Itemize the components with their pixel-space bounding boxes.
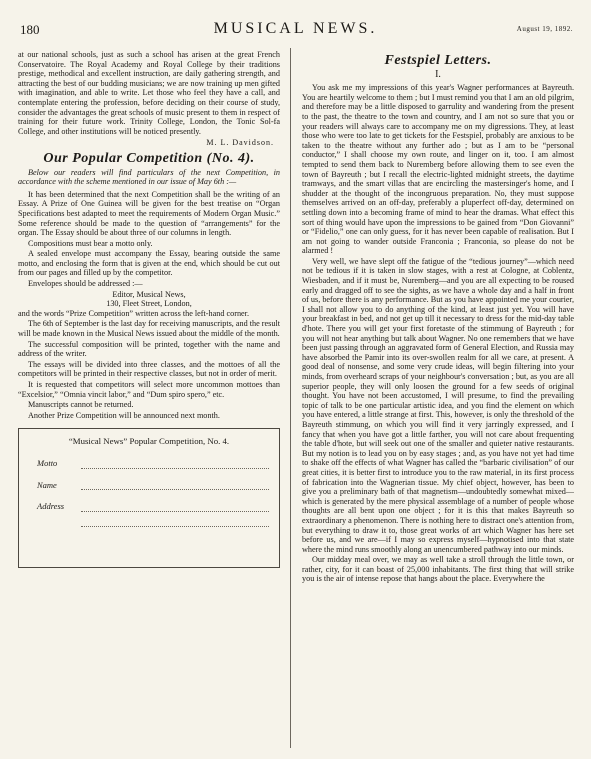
left-column xyxy=(18,50,280,568)
competition-paragraph: The successful composition will be printed, together with the name and address of the writer. xyxy=(18,339,280,359)
article-heading: Festspiel Letters. xyxy=(384,53,492,68)
address-line: Editor, Musical News, xyxy=(112,289,186,299)
name-field[interactable] xyxy=(81,481,269,490)
column-divider xyxy=(290,48,291,748)
name-row xyxy=(37,481,269,491)
competition-paragraph: Compositions must bear a motto only. xyxy=(28,238,153,248)
address-field-line-2[interactable] xyxy=(81,526,269,527)
competition-paragraph: A sealed envelope must accompany the Essay, bearing outside the same motto, and enclosing the form that is given at the end, which should be cut out from our pages and filled up by the competitor. xyxy=(18,249,280,278)
motto-row xyxy=(37,459,269,469)
address-field[interactable] xyxy=(81,503,269,512)
competition-paragraph: It is requested that competitors will select more uncommon mottoes than “Excelsior,” “Omnia vincit labor,” and “Dum spiro spero,” etc. xyxy=(18,380,280,399)
coupon-title: “Musical News” Popular Competition, No. 4. xyxy=(68,436,230,447)
address-row xyxy=(37,502,269,512)
address-line: 130, Fleet Street, London, xyxy=(106,299,192,309)
competition-paragraph: Another Prize Competition will be announced next month. xyxy=(28,410,220,420)
right-column xyxy=(302,50,574,585)
letter-paragraph: You ask me my impressions of this year's Wagner performances at Bayreuth. You are heartily welcome to them ; but I must remind you that I am an old pilgrim, and therefore may be a little disposed to garrulity and wandering from the present to the past, the theatre to the town and country, and I am not so sure that you or your readers will always care to accompany me on my digressions. They, at least those who were too late to get tickets for the Festspiel, probably are anxious to be taken to the theatre without any further ado ; but as I am to be “personal conductor,” I shall choose my own route, and linger on it, too. I am almost tempted to send them back to Nuremberg before allowing them to see even the town of Bayreuth ; but I recall the electric-lighted midnight streets, the daytime tramways, and the smart villas that are encircling the mastersinger's home, and I shudder at the thought of the incongruous preparation. No, they must suppose themselves arrived on an off-day, preferably a pluperfect off-day, determined on settling down into a becoming frame of mind to hear the dramas. What effect this sort of thing would have upon the impressions to be gained from “Don Giovanni” or “Fidelio,” one can only guess, for it has never been capable of realisation. But I am not going to wander outside Franconia ; Franconia, so please do not be alarmed ! xyxy=(302,83,574,256)
competition-paragraph: Envelopes should be addressed :— xyxy=(28,279,143,289)
issue-date: August 19, 1892. xyxy=(516,25,573,33)
competition-paragraph: The essays will be divided into three classes, and the mottoes of all the competitors will be printed in their respective classes, but not in order of merit. xyxy=(18,359,280,379)
letter-number: I. xyxy=(435,68,441,80)
motto-field[interactable] xyxy=(81,460,269,469)
page-number: 180 xyxy=(20,22,40,37)
competition-heading: Our Popular Competition (No. 4). xyxy=(43,150,255,166)
page-header xyxy=(18,22,573,42)
letter-paragraph: Our midday meal over, we may as well take a stroll through the little town, or rather, city, for it can boast of 25,000 inhabitants. The first thing that will strike you is the air of intense repose that hangs about the place. Everywhere the xyxy=(302,555,574,584)
competition-intro: Below our readers will find particulars of the next Competition, in accordance with the scheme mentioned in our issue of May 6th :— xyxy=(18,167,280,187)
address-label: Address xyxy=(37,501,65,512)
competition-paragraph: Manuscripts cannot be returned. xyxy=(28,400,134,410)
name-label: Name xyxy=(37,479,57,490)
motto-label: Motto xyxy=(37,457,58,468)
competition-paragraph: It has been determined that the next Competition shall be the writing of an Essay. A Prize of One Guinea will be given for the best treatise on “Organ Specifications best adapted to meet the requirements of Modern Organ Music.” Some reference should be made to the question of “arrangements” for the organ. The Essay should be about three of our columns in length. xyxy=(18,189,280,238)
article-continuation: at our national schools, just as such a school has arisen at the great French Conservatoire. The Royal Academy and Royal College by their traditions prestige, methodical and excellent instruction, are daily gathering strength, and attracting the best of our budding musicians; we are now training up men gifted with imagination, and able to write. Let those who feel they have a call, and contemplate entering the profession, before deciding on their course of study, consider the advantages the great schools of music present to them in respect of training for their future work. Trinity College, London, the Tonic Sol-fa College, and other institutions will be noticed presently. xyxy=(18,50,280,136)
letter-paragraph: Very well, we have slept off the fatigue of the “tedious journey”—which need not be tedious if it is taken in slow stages, with a rest at Cologne, at Coblentz, Wiesbaden, and if it must be, Nuremberg—and you are all expecting to be roused early and dragged off to see the sights, as we have a whole day and a half in front of us, before there is any performance. But as you have appointed me your courier, I shall not allow you to do anything of the kind, at least just yet. You will have your breakfast in bed, and not get up till it necessary to dress for the mid-day table d'hote. There you will get your first foretaste of the stimmung of Bayreuth ; for you will not hear anything but talk about Wagner. No one remembers that we have been just passing through an aggravated form of General Election, and Russia may have absorbed the Pamir into its over-swollen realm for all we care, at present. A good deal of nonsense, and some very crude ideas, will begin filtering into your minds, from overheard scraps of your neighbour's conversation ; but, as you are all superior people, they will only loosen the ground for a few seeds of original thought. You have not been accustomed, I will presume, to find the prevailing topic of talk to be one particular artistic idea, and you find the element on which you have entered, a little strange at first. This, however, is only the threshold of the Bayreuth stimmung, on which you will find it very jarringly expressed, and I fancy that when you have got a little farther, you will not care about frequenting the table d'hote, but will seek out one of the smaller and quieter native restaurants. But my notion is to lead you on by easy stages ; and, as you have not yet had time to shake off the effects of what Wagner has called the “barbaric civilisation” of our great cities, it is better first to introduce you to the raw material, in its first process of fabrication into the Wagnerian tissue. My chief object, however, has been to give you a preliminary bath of that magnetism—undoubtedly somewhat mixed—which is generated by the mere physical assemblage of a number of people whose thoughts are all bent upon one object ; for it is this that makes Bayreuth so extraordinary a phenomenon. There is nothing here to distract one's attention from, but everything to draw it to, those great works of art which Wagner has here set before us, and we are—if I may so express myself—hypnotised into that state where the mind runs smoothly along an unencumbered pathway into our minds. xyxy=(302,256,574,554)
competition-paragraph: The 6th of September is the last day for receiving manuscripts, and the result will be made known in the Musical News issued about the middle of the month. xyxy=(18,319,280,339)
author-signature: M. L. Davidson. xyxy=(206,138,274,148)
entry-coupon xyxy=(18,428,280,568)
masthead-title: MUSICAL NEWS. xyxy=(213,20,378,37)
competition-paragraph: and the words “Prize Competition” written across the left-hand corner. xyxy=(18,308,249,318)
